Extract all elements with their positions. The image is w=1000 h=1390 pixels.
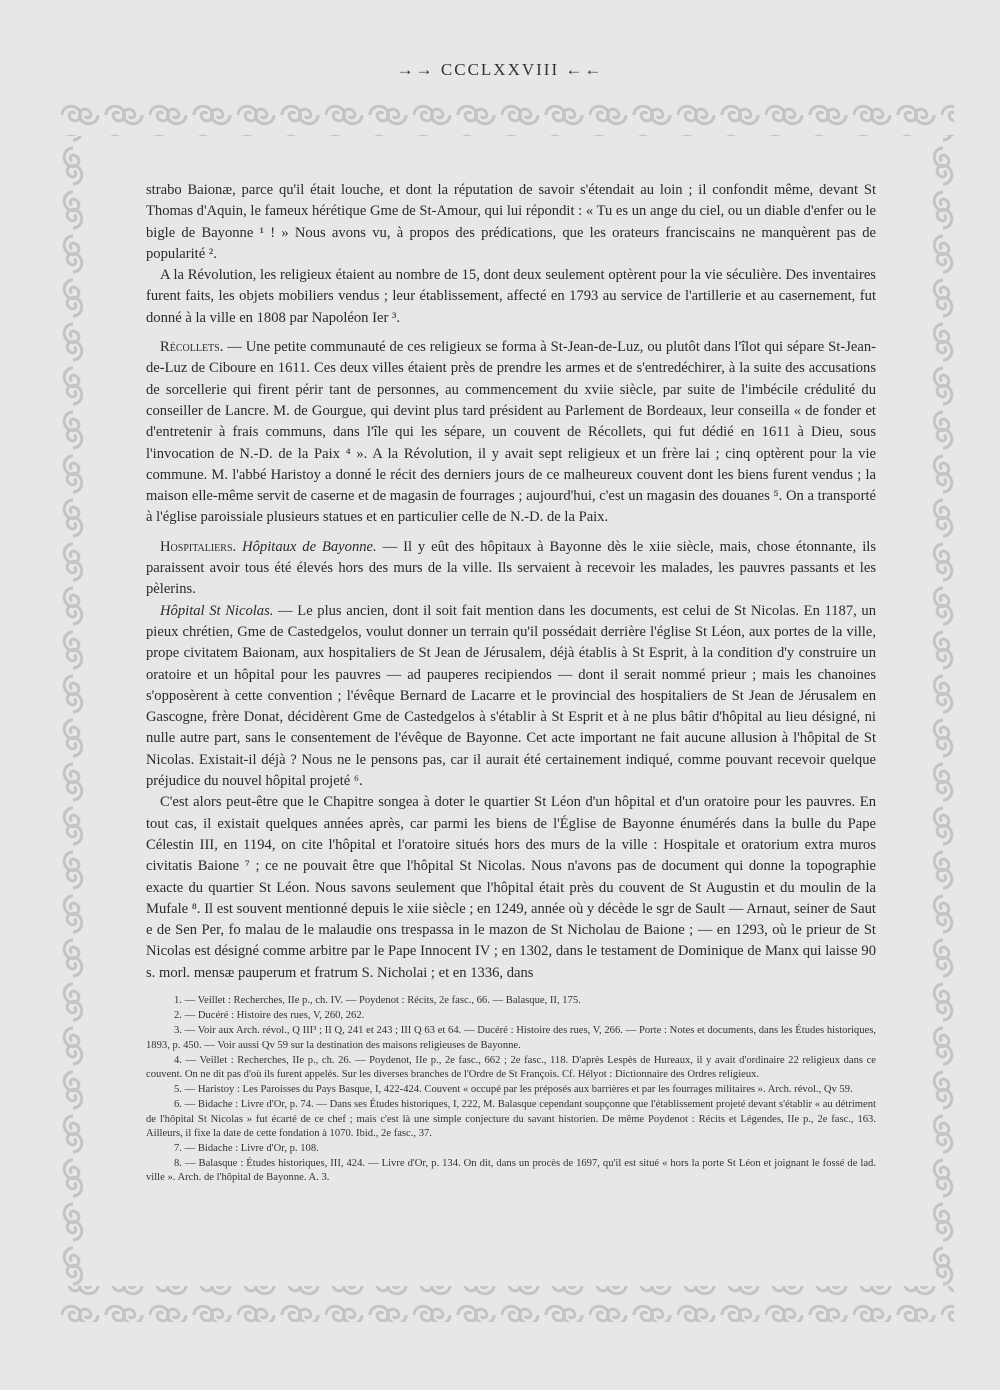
paragraph-hospitaliers xyxy=(146,537,876,601)
main-text xyxy=(146,180,876,984)
right-arrow-ornament: ←← xyxy=(565,60,604,79)
subheading-hopitaux: Hôpitaux de Bayonne. xyxy=(236,538,377,555)
subheading-st-nicolas: Hôpital St Nicolas. xyxy=(160,602,274,619)
footnote: 2. — Ducéré : Histoire des rues, V, 260, 262. xyxy=(174,1010,365,1022)
footnote: 7. — Bidache : Livre d'Or, p. 108. xyxy=(174,1143,319,1155)
footnotes xyxy=(146,994,876,1187)
paragraph-hospitaliers-text: — Il y eût des hôpitaux à Bayonne dès le xiie siècle, mais, chose étonnante, ils paraissent avoir tous été élevés hors des murs de la ville. Ils servaient à recevoir les malades, les pauvres passants et les pèlerins. xyxy=(146,538,876,598)
paragraph-revolution: A la Révolution, les religieux étaient au nombre de 15, dont deux seulement optèrent pour la vie séculière. Des inventaires furent faits, les objets mobiliers vendus ; leur établissement, affecté en 1793 au service de l'artillerie et au casernement, fut donné à la ville en 1808 par Napoléon Ier ³. xyxy=(146,267,876,326)
paragraph-st-nicolas xyxy=(146,601,876,793)
footnote: 5. — Haristoy : Les Paroisses du Pays Basque, I, 422-424. Couvent « occupé par les préposés aux barrières et par les fourrages militaires ». Arch. révol., Qv 59. xyxy=(174,1084,853,1096)
page-header xyxy=(0,60,1000,80)
paragraph-recollets xyxy=(146,337,876,529)
footnote: 4. — Veillet : Recherches, IIe p., ch. 26. — Poydenot, IIe p., 2e fasc., 662 ; 2e fasc., 118. D'après Lespès de Hureaux, il y avait d'ordinaire 22 religieux dans ce couvent. On ne dit pas d'où ils furent appelés. Sur les diverses branches de l'Ordre de St François. Cf. Hélyot : Dictionnaire des Ordres religieux. xyxy=(146,1054,876,1081)
footnote: 6. — Bidache : Livre d'Or, p. 74. — Dans ses Études historiques, I, 222, M. Balasque cependant soupçonne que l'établissement projeté devant s'établir « au détriment de l'hôpital St Nicolas » fut écarté de ce chef ; mais c'est là une simple conjecture du savant historien. De même Poydenot : Récits et Légendes, IIe p., 2e fasc., 163. Ailleurs, il fixe la date de cette fondation à 1070. Ibid., 2e fasc., 37. xyxy=(146,1099,876,1139)
page-number: CCCLXXVIII xyxy=(440,60,560,79)
section-heading-hospitaliers: Hospitaliers. xyxy=(160,538,237,555)
section-heading-recollets: Récollets. xyxy=(160,339,224,356)
paragraph-recollets-text: — Une petite communauté de ces religieux se forma à St-Jean-de-Luz, ou plutôt dans l'îlot qui sépare St-Jean-de-Luz de Ciboure en 1611. Ces deux villes étaient près de prendre les armes et de s'entredéchirer, à la suite des accusations de sorcellerie qui firent périr tant de personnes, au commencement du xviie siècle, par suite de l'imbécile crédulité du conseiller de Lancre. M. de Gourgue, qui devint plus tard président au Parlement de Bordeaux, leur conseilla « de fonder et d'entretenir à frais communs, dans l'île qui les sépare, un couvent de Récollets, qui fut dédié en 1611 à Dieu, sous l'invocation de N.-D. de la Paix ⁴ ». A la Révolution, il y avait sept religieux et un frère lai ; cinq optèrent pour la vie commune. M. l'abbé Haristoy a donné le récit des derniers jours de ce malheureux couvent dont les biens furent vendus ; la maison elle-même servit de caserne et de magasin de fourrages ; aujourd'hui, c'est un magasin des douanes ⁵. On a transporté à l'église paroissiale plusieurs statues et en particulier celle de N.-D. de la Paix. xyxy=(146,339,876,526)
paragraph-st-leon: C'est alors peut-être que le Chapitre songea à doter le quartier St Léon d'un hôpital et d'un oratoire pour les pauvres. En tout cas, il existait quelques années après, car parmi les biens de l'Église de Bayonne énumérés dans la bulle du Pape Célestin III, en 1194, on cite l'hôpital et l'oratoire situés hors des murs de la ville : Hospitale et oratorium extra muros civitatis Baione ⁷ ; ce ne pouvait être que l'hôpital St Nicolas. Nous n'avons pas de document qui donne la topographie exacte du quartier St Léon. Nous savons seulement que l'hôpital était près du couvent de St Augustin et du moulin de la Mufale ⁸. Il est souvent mentionné depuis le xiie siècle ; en 1249, année où y décède le sgr de Sault — Arnaut, seiner de Saut e de Sen Per, fo malau de le malaudie ons trespassa in le mazon de St Nicholau de Baione ; — en 1293, où le prieur de St Nicolas est désigné comme arbitre par le Pape Innocent IV ; en 1302, dans le testament de Dominique de Manx qui laisse 90 s. morl. mensæ pauperum et fratrum S. Nicholai ; et en 1336, dans xyxy=(146,794,876,981)
footnote: 3. — Voir aux Arch. révol., Q III³ ; II Q, 241 et 243 ; III Q 63 et 64. — Ducéré : Histoire des rues, V, 266. — Porte : Notes et documents, dans les Études historiques, 1893, p. 450. — Voir aussi Qv 59 sur la destination des maisons religieuses de Bayonne. xyxy=(146,1025,876,1051)
paragraph-cordeliers-end: strabo Baionæ, parce qu'il était louche, et dont la réputation de savoir s'étendait au loin ; il confondit même, devant St Thomas d'Aquin, le fameux hérétique Gme de St-Amour, qui lui répondit : « Tu es un ange du ciel, ou un diable d'enfer ou le bigle de Bayonne ¹ ! » Nous avons vu, à propos des prédications, que les orateurs franciscains ne manquèrent pas de popularité ². xyxy=(146,182,876,262)
paragraph-st-nicolas-text: — Le plus ancien, dont il soit fait mention dans les documents, est celui de St Nicolas. En 1187, un pieux chrétien, Gme de Castedgelos, voulut donner un terrain qu'il possédait derrière l'église St Léon, aux portes de la ville, prope civitatem Baionam, aux hospitaliers de St Jean de Jérusalem, déjà établis à St Esprit, à la condition d'y construire un oratoire et un hôpital pour les pauvres — ad pauperes recipiendos — dont il serait nommé prieur ; mais les chanoines s'opposèrent à cette convention ; l'évêque Bernard de Lacarre et le provincial des hospitaliers de St Jean de Jérusalem en Gascogne, frère Donat, décidèrent Gme de Castedgelos à s'établir à St Esprit et à ne plus bâtir d'hôpital au lieu désigné, ni nulle autre part, sans le consentement de l'évêque de Bayonne. Cet acte important ne fait aucune allusion à l'hôpital de St Nicolas. Existait-il déjà ? Nous ne le pensons pas, car il aurait été certainement indiqué, comme pouvant recevoir quelque préjudice du nouvel hôpital projeté ⁶. xyxy=(146,602,877,790)
footnote: 8. — Balasque : Études historiques, III, 424. — Livre d'Or, p. 134. On dit, dans un procès de 1697, qu'il est situé « hors la porte St Léon et joignant le fossé de lad. ville ». Arch. de l'hôpital de Bayonne. A. 3. xyxy=(146,1158,876,1184)
left-arrow-ornament: →→ xyxy=(396,60,435,79)
footnote: 1. — Veillet : Recherches, IIe p., ch. IV. — Poydenot : Récits, 2e fasc., 66. — Balasque, II, 175. xyxy=(174,995,581,1006)
